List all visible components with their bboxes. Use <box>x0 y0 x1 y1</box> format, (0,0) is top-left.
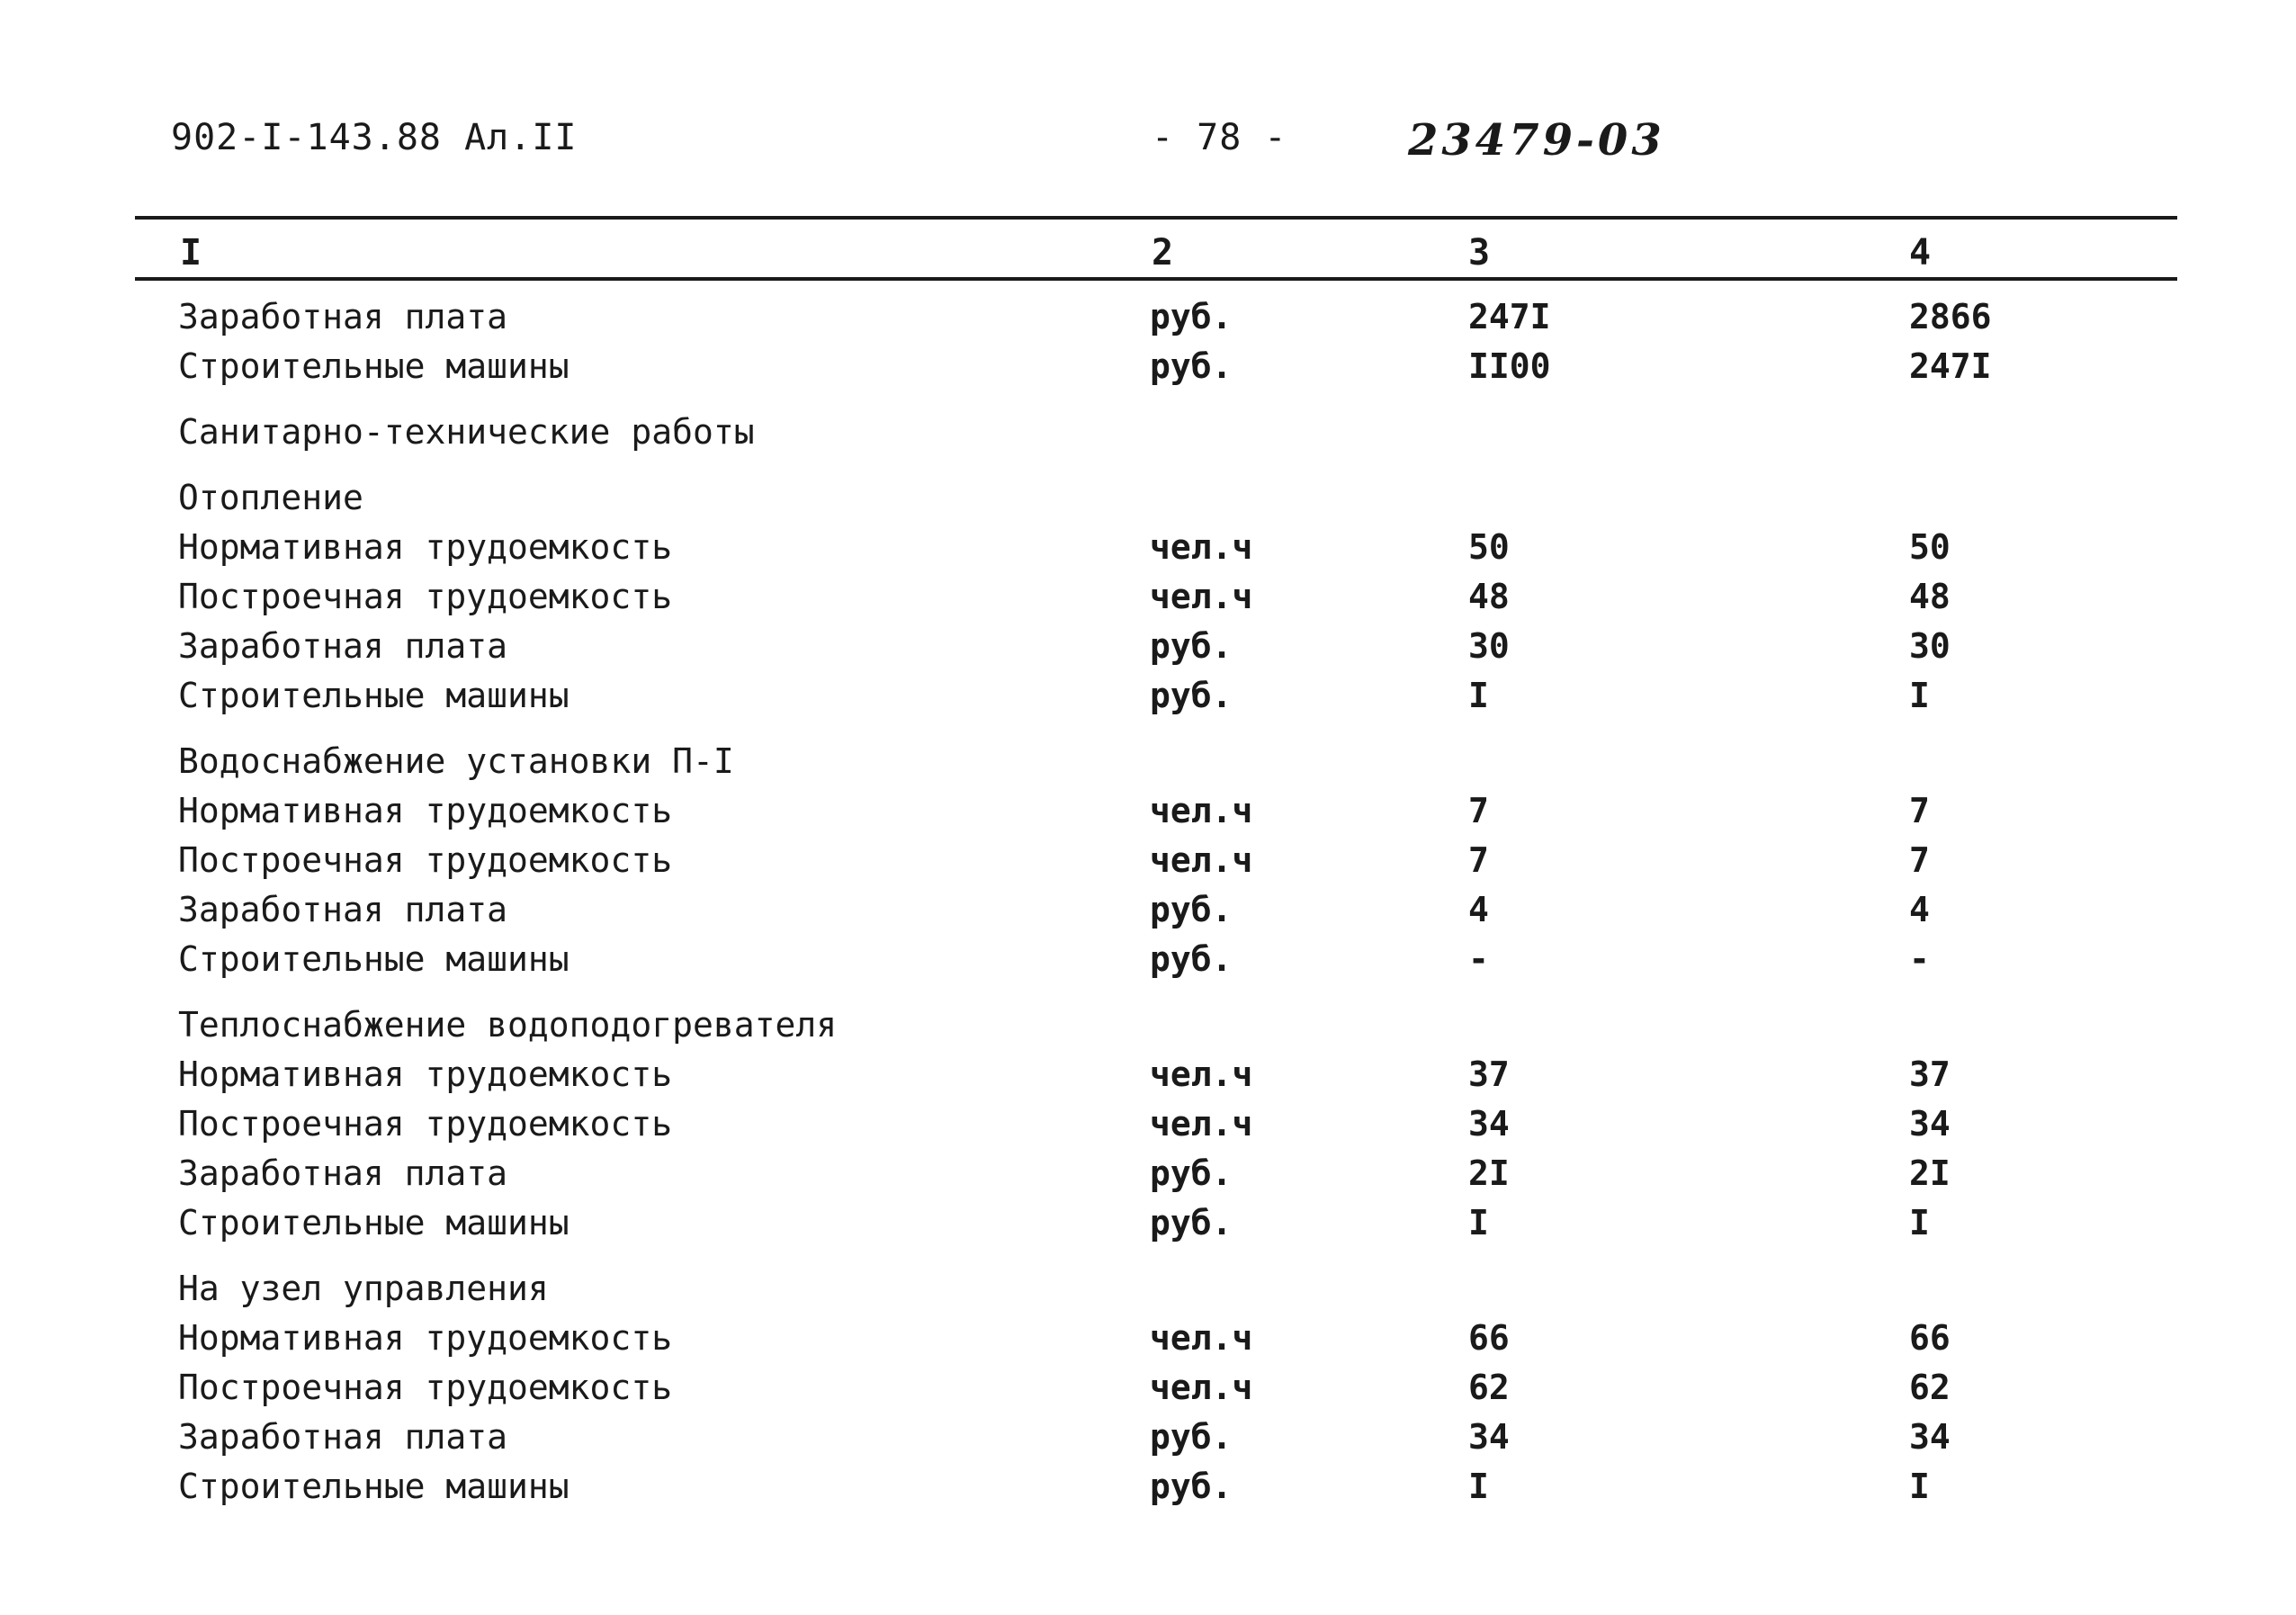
row-value-col3-cell: 7 <box>1468 840 1489 880</box>
row-value-col3-cell: 37 <box>1468 1054 1510 1094</box>
row-name-cell: Заработная плата <box>178 626 508 666</box>
row-value-col4-cell: 7 <box>1909 791 1930 830</box>
row-unit-cell: чел.ч <box>1150 840 1253 880</box>
row-unit-cell: руб. <box>1150 1417 1233 1457</box>
table-header-rule <box>135 277 2177 281</box>
table-body <box>0 297 2296 1516</box>
row-unit-cell: руб. <box>1150 297 1233 336</box>
row-unit-cell: руб. <box>1150 346 1233 386</box>
column-header-2: 2 <box>1152 232 1174 274</box>
table-top-rule <box>135 216 2177 220</box>
column-header-4: 4 <box>1909 232 1932 274</box>
row-value-col3-cell: 62 <box>1468 1368 1510 1407</box>
section-heading-row <box>0 741 2296 791</box>
table-row <box>0 1417 2296 1467</box>
row-value-col3-cell: 48 <box>1468 577 1510 616</box>
row-value-col3-cell: 7 <box>1468 791 1489 830</box>
handwritten-number: 23479-03 <box>1408 115 1665 166</box>
row-name-cell: Заработная плата <box>178 1417 508 1457</box>
table-row <box>0 1368 2296 1417</box>
table-row <box>0 676 2296 725</box>
table-row <box>0 890 2296 939</box>
row-unit-cell: чел.ч <box>1150 577 1253 616</box>
row-unit-cell: руб. <box>1150 1153 1233 1193</box>
row-name-cell: Построечная трудоемкость <box>178 840 673 880</box>
row-value-col4-cell: 66 <box>1909 1318 1951 1358</box>
row-value-col3-cell: 34 <box>1468 1104 1510 1144</box>
row-value-col4-cell: I <box>1909 1467 1930 1506</box>
row-name-cell: Строительные машины <box>178 1467 570 1506</box>
row-value-col4-cell: 2866 <box>1909 297 1992 336</box>
row-value-col3-cell: I <box>1468 1203 1489 1243</box>
row-value-col4-cell: 7 <box>1909 840 1930 880</box>
table-row <box>0 939 2296 989</box>
table-row <box>0 346 2296 396</box>
row-unit-cell: чел.ч <box>1150 791 1253 830</box>
row-name-cell: Теплоснабжение водоподогревателя <box>178 1005 838 1045</box>
row-unit-cell: чел.ч <box>1150 1318 1253 1358</box>
row-unit-cell: руб. <box>1150 1203 1233 1243</box>
row-value-col4-cell: 4 <box>1909 890 1930 929</box>
table-row <box>0 577 2296 626</box>
row-value-col3-cell: 34 <box>1468 1417 1510 1457</box>
row-name-cell: Построечная трудоемкость <box>178 1368 673 1407</box>
row-unit-cell: руб. <box>1150 1467 1233 1506</box>
table-row <box>0 297 2296 346</box>
row-unit-cell: руб. <box>1150 676 1233 715</box>
table-row <box>0 791 2296 840</box>
table-row <box>0 1104 2296 1153</box>
page-number: - 78 - <box>1152 117 1287 158</box>
row-value-col4-cell: I <box>1909 676 1930 715</box>
section-heading-row <box>0 1269 2296 1318</box>
row-value-col4-cell: 62 <box>1909 1368 1951 1407</box>
row-value-col4-cell: 37 <box>1909 1054 1951 1094</box>
column-header-1: I <box>180 232 202 274</box>
row-name-cell: Заработная плата <box>178 1153 508 1193</box>
row-unit-cell: чел.ч <box>1150 1104 1253 1144</box>
row-value-col3-cell: 50 <box>1468 527 1510 567</box>
row-value-col4-cell: 34 <box>1909 1104 1951 1144</box>
row-value-col4-cell: 34 <box>1909 1417 1951 1457</box>
row-unit-cell: руб. <box>1150 890 1233 929</box>
row-value-col3-cell: II00 <box>1468 346 1551 386</box>
row-value-col4-cell: I <box>1909 1203 1930 1243</box>
row-unit-cell: чел.ч <box>1150 1054 1253 1094</box>
row-name-cell: Заработная плата <box>178 890 508 929</box>
row-unit-cell: руб. <box>1150 626 1233 666</box>
section-heading-row <box>0 1005 2296 1054</box>
section-heading-row <box>0 478 2296 527</box>
row-value-col3-cell: 2I <box>1468 1153 1510 1193</box>
table-row <box>0 527 2296 577</box>
column-header-3: 3 <box>1468 232 1491 274</box>
row-value-col4-cell: 2I <box>1909 1153 1951 1193</box>
row-value-col3-cell: 247I <box>1468 297 1551 336</box>
row-value-col3-cell: 30 <box>1468 626 1510 666</box>
row-unit-cell: руб. <box>1150 939 1233 979</box>
row-name-cell: На узел управления <box>178 1269 549 1308</box>
table-row <box>0 1153 2296 1203</box>
row-name-cell: Строительные машины <box>178 1203 570 1243</box>
row-name-cell: Заработная плата <box>178 297 508 336</box>
section-heading-row <box>0 412 2296 462</box>
table-row <box>0 1203 2296 1252</box>
row-value-col3-cell: - <box>1468 939 1489 979</box>
row-name-cell: Строительные машины <box>178 346 570 386</box>
row-value-col4-cell: 48 <box>1909 577 1951 616</box>
row-name-cell: Санитарно-технические работы <box>178 412 755 452</box>
table-row <box>0 626 2296 676</box>
row-value-col3-cell: I <box>1468 1467 1489 1506</box>
row-name-cell: Строительные машины <box>178 676 570 715</box>
row-name-cell: Строительные машины <box>178 939 570 979</box>
row-value-col3-cell: I <box>1468 676 1489 715</box>
table-row <box>0 1054 2296 1104</box>
row-name-cell: Отопление <box>178 478 363 517</box>
row-name-cell: Построечная трудоемкость <box>178 1104 673 1144</box>
row-name-cell: Нормативная трудоемкость <box>178 1318 673 1358</box>
document-code: 902-I-143.88 Ал.II <box>171 117 578 158</box>
table-row <box>0 1318 2296 1368</box>
table-row <box>0 1467 2296 1516</box>
row-name-cell: Нормативная трудоемкость <box>178 527 673 567</box>
row-name-cell: Построечная трудоемкость <box>178 577 673 616</box>
row-value-col3-cell: 4 <box>1468 890 1489 929</box>
table-row <box>0 840 2296 890</box>
row-value-col4-cell: 50 <box>1909 527 1951 567</box>
row-name-cell: Нормативная трудоемкость <box>178 1054 673 1094</box>
row-value-col3-cell: 66 <box>1468 1318 1510 1358</box>
row-name-cell: Водоснабжение установки П-I <box>178 741 734 781</box>
row-value-col4-cell: 30 <box>1909 626 1951 666</box>
row-unit-cell: чел.ч <box>1150 527 1253 567</box>
row-value-col4-cell: 247I <box>1909 346 1992 386</box>
row-name-cell: Нормативная трудоемкость <box>178 791 673 830</box>
row-unit-cell: чел.ч <box>1150 1368 1253 1407</box>
row-value-col4-cell: - <box>1909 939 1930 979</box>
